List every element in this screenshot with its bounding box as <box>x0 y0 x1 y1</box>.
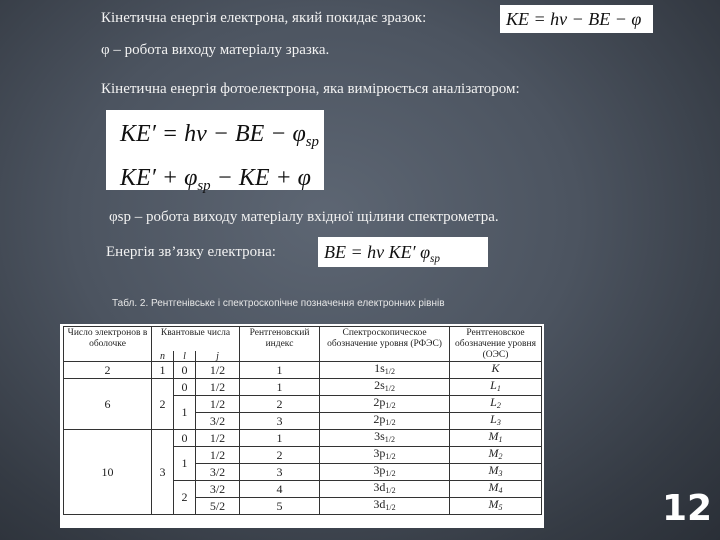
xray-index-cell: 4 <box>240 481 320 498</box>
level-subscript: 1/2 <box>385 401 396 410</box>
quantum-n-cell: 3 <box>152 430 174 515</box>
xray-index-cell: 3 <box>240 464 320 481</box>
quantum-j-cell: 1/2 <box>196 396 240 413</box>
level-label: 2p <box>373 395 386 409</box>
designation-subscript: 4 <box>498 486 503 495</box>
table-row <box>64 379 542 396</box>
level-subscript: 1/2 <box>385 452 396 461</box>
header-xray-designation: Рентгеновское обозначение уровня (ОЭС) <box>450 327 542 362</box>
designation-subscript: 3 <box>498 469 503 478</box>
level-subscript: 1/2 <box>385 486 396 495</box>
quantum-j-cell: 3/2 <box>196 481 240 498</box>
designation-label: M <box>488 446 499 460</box>
xray-designation-cell <box>450 481 542 498</box>
electron-count-cell: 10 <box>64 430 152 515</box>
xray-designation-cell <box>450 464 542 481</box>
level-label: 3d <box>373 497 386 511</box>
designation-subscript: 2 <box>498 452 503 461</box>
xray-index-cell: 1 <box>240 430 320 447</box>
quantum-j-cell: 5/2 <box>196 498 240 515</box>
designation-label: L <box>490 378 497 392</box>
spectroscopic-level-cell <box>320 396 450 413</box>
spectroscopic-level-cell <box>320 447 450 464</box>
xray-designation-cell <box>450 498 542 515</box>
table-caption: Табл. 2. Рентгенівське і спектроскопічне позначення електронних рівнів <box>112 298 445 309</box>
level-label: 1s <box>374 361 385 375</box>
designation-label: M <box>488 429 499 443</box>
quantum-j-cell: 1/2 <box>196 362 240 379</box>
spectroscopic-level-cell <box>320 379 450 396</box>
binding-energy-equation: BE = hν KE′ $\varphi_{sp}$ <box>318 237 488 267</box>
xray-designation-cell <box>450 396 542 413</box>
level-label: 2p <box>373 412 386 426</box>
electron-levels-table <box>60 324 544 528</box>
spectroscopic-level-cell <box>320 464 450 481</box>
analyzer-equation-line-1: KE′ = hν − BE − $\varphi_{sp}$ <box>120 121 319 151</box>
xray-index-cell: 2 <box>240 396 320 413</box>
electron-count-cell: 6 <box>64 379 152 430</box>
quantum-j-cell: 1/2 <box>196 430 240 447</box>
quantum-n-cell: 2 <box>152 379 174 430</box>
level-subscript: 1/2 <box>385 503 396 512</box>
xray-designation-cell <box>450 447 542 464</box>
quantum-j-cell: 3/2 <box>196 464 240 481</box>
xray-index-cell: 1 <box>240 362 320 379</box>
quantum-l-cell: 1 <box>174 396 196 430</box>
work-function-line: φ – робота виходу матеріалу зразка. <box>101 42 330 58</box>
level-label: 2s <box>374 378 385 392</box>
xray-index-cell: 5 <box>240 498 320 515</box>
header-xray-index: Рентгеновский индекс <box>240 327 320 362</box>
quantum-l-cell: 0 <box>174 362 196 379</box>
kinetic-energy-equation: KE = hν − BE − φ <box>500 5 653 33</box>
subheader-l: l <box>174 351 196 362</box>
quantum-l-cell: 2 <box>174 481 196 515</box>
level-subscript: 1/2 <box>384 367 395 376</box>
spectroscopic-level-cell <box>320 481 450 498</box>
designation-subscript: 5 <box>498 503 503 512</box>
designation-label: L <box>490 395 497 409</box>
designation-label: M <box>488 463 499 477</box>
photoelectron-energy-line: Кінетична енергія фотоелектрона, яка вимірюється аналізатором: <box>101 81 520 97</box>
designation-label: M <box>488 480 499 494</box>
level-label: 3s <box>374 429 385 443</box>
level-label: 3p <box>373 446 386 460</box>
designation-subscript: 3 <box>496 418 501 427</box>
designation-subscript: 1 <box>496 384 501 393</box>
spectroscopic-level-cell <box>320 362 450 379</box>
page-number: 12 <box>662 488 713 529</box>
analyzer-energy-equations <box>106 110 324 195</box>
level-label: 3d <box>373 480 386 494</box>
level-subscript: 1/2 <box>384 435 395 444</box>
spectroscopic-level-cell <box>320 430 450 447</box>
binding-energy-line: Енергія зв’язку електрона: <box>106 244 276 260</box>
subheader-n: n <box>152 351 174 362</box>
analyzer-equation-line-2: $KE' + \varphi_{sp}$ − KE + φ <box>120 165 311 195</box>
level-label: 3p <box>373 463 386 477</box>
quantum-j-cell: 1/2 <box>196 379 240 396</box>
quantum-l-cell: 0 <box>174 379 196 396</box>
spectroscopic-level-cell <box>320 498 450 515</box>
header-electron-count: Число электронов в оболочке <box>64 327 152 362</box>
subheader-j: j <box>196 351 240 362</box>
quantum-j-cell: 3/2 <box>196 413 240 430</box>
quantum-l-cell: 0 <box>174 430 196 447</box>
table-header-row <box>64 327 542 352</box>
designation-label: L <box>490 412 497 426</box>
kinetic-energy-line: Кінетична енергія електрона, який покидає зразок: <box>101 10 427 26</box>
designation-subscript: 1 <box>498 435 503 444</box>
spectrometer-work-function-line: φsp – робота виходу матеріалу вхідної щілини спектрометра. <box>109 209 499 225</box>
quantum-n-cell: 1 <box>152 362 174 379</box>
xray-designation-cell <box>450 430 542 447</box>
designation-label: K <box>491 361 500 375</box>
designation-subscript: 2 <box>496 401 501 410</box>
quantum-l-cell: 1 <box>174 447 196 481</box>
electron-count-cell: 2 <box>64 362 152 379</box>
xray-index-cell: 2 <box>240 447 320 464</box>
level-subscript: 1/2 <box>385 469 396 478</box>
level-subscript: 1/2 <box>385 418 396 427</box>
designation-label: M <box>488 497 499 511</box>
xray-designation-cell <box>450 413 542 430</box>
table-row <box>64 362 542 379</box>
quantum-j-cell: 1/2 <box>196 447 240 464</box>
xray-index-cell: 1 <box>240 379 320 396</box>
xray-designation-cell <box>450 362 542 379</box>
xray-designation-cell <box>450 379 542 396</box>
header-quantum-numbers: Квантовые числа <box>152 327 240 352</box>
spectroscopic-level-cell <box>320 413 450 430</box>
table-body <box>64 362 542 515</box>
level-subscript: 1/2 <box>384 384 395 393</box>
header-spectroscopic: Спектроскопическое обозначение уровня (РФЭС) <box>320 327 450 362</box>
xray-index-cell: 3 <box>240 413 320 430</box>
table-row <box>64 430 542 447</box>
